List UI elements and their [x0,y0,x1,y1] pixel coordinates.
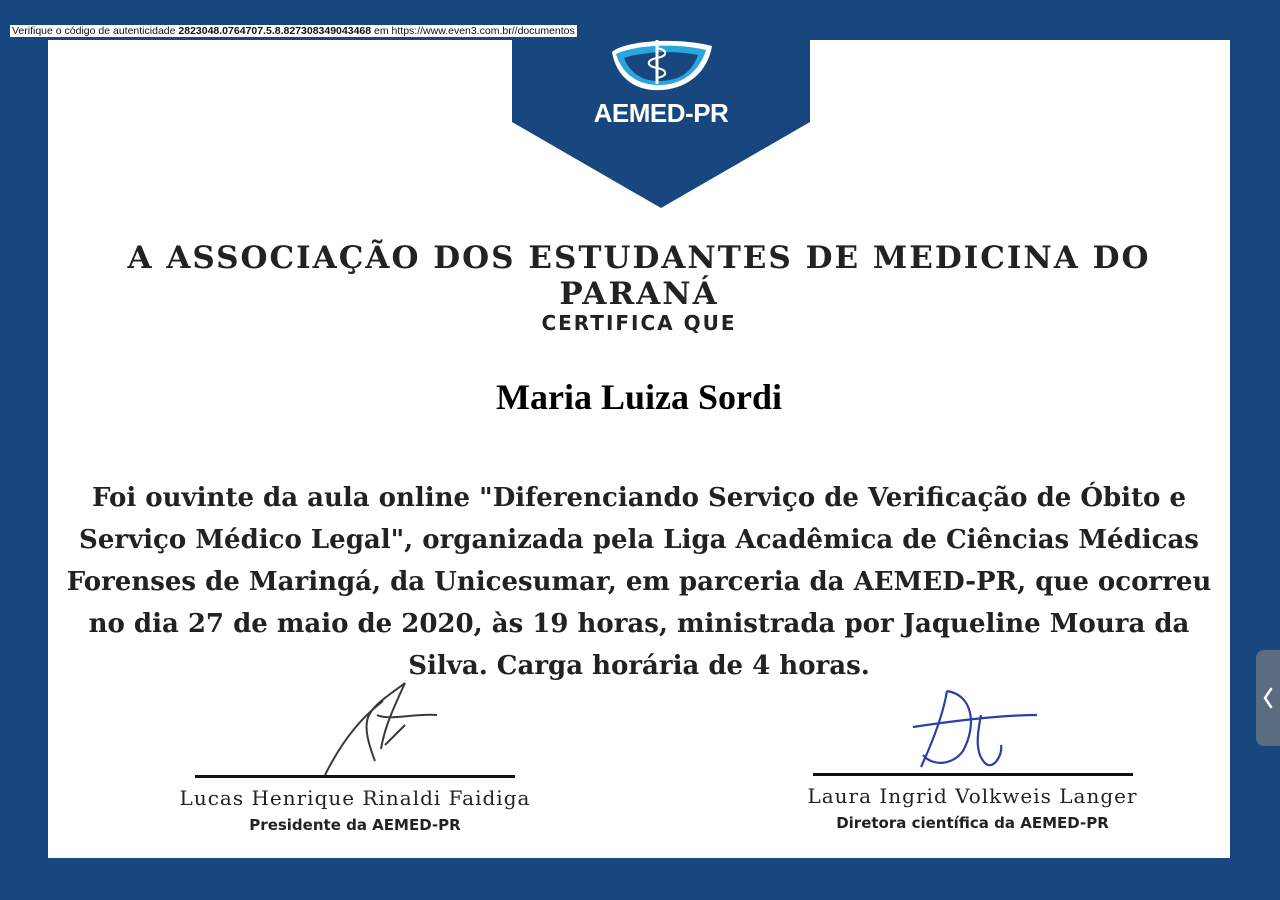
signature-block-president [160,675,550,834]
certificate-body: Foi ouvinte da aula online "Diferenciando Serviço de Verificação de Óbito e Serviço Médico Legal", organizada pela Liga Acadêmica de Ciências Médicas Forenses de Maringá, da Unicesumar, em parceria da AEMED-PR, que ocorreu no dia 27 de maio de 2020, às 19 horas, ministrada por Jaqueline Moura da Silva. Carga horária de 4 horas. [66,483,1212,681]
chevron-left-icon [1262,686,1274,710]
verification-code: 2823048.0764707.5.8.827308349043468 [178,25,372,37]
signature-line [195,775,515,778]
president-role: Presidente da AEMED-PR [249,816,461,834]
side-panel-toggle[interactable] [1256,650,1280,746]
verification-note [10,25,577,37]
verification-prefix: Verifique o código de autenticidade [12,25,176,37]
logo-badge [512,40,810,208]
logo-name: AEMED-PR [593,98,729,128]
director-signature [903,685,1043,773]
president-name: Lucas Henrique Rinaldi Faidiga [179,786,531,810]
signature-line [813,773,1133,776]
certificate-heading: A ASSOCIAÇÃO DOS ESTUDANTES DE MEDICINA DO PARANÁ [127,240,1151,312]
verification-url: em https://www.even3.com.br//documentos [374,25,575,37]
director-role: Diretora científica da AEMED-PR [836,814,1109,832]
president-signature [265,675,445,775]
certifies-label: CERTIFICA QUE [541,311,737,335]
signature-block-director [790,685,1155,832]
director-name: Laura Ingrid Volkweis Langer [807,784,1138,808]
recipient-name: Maria Luiza Sordi [496,377,782,417]
